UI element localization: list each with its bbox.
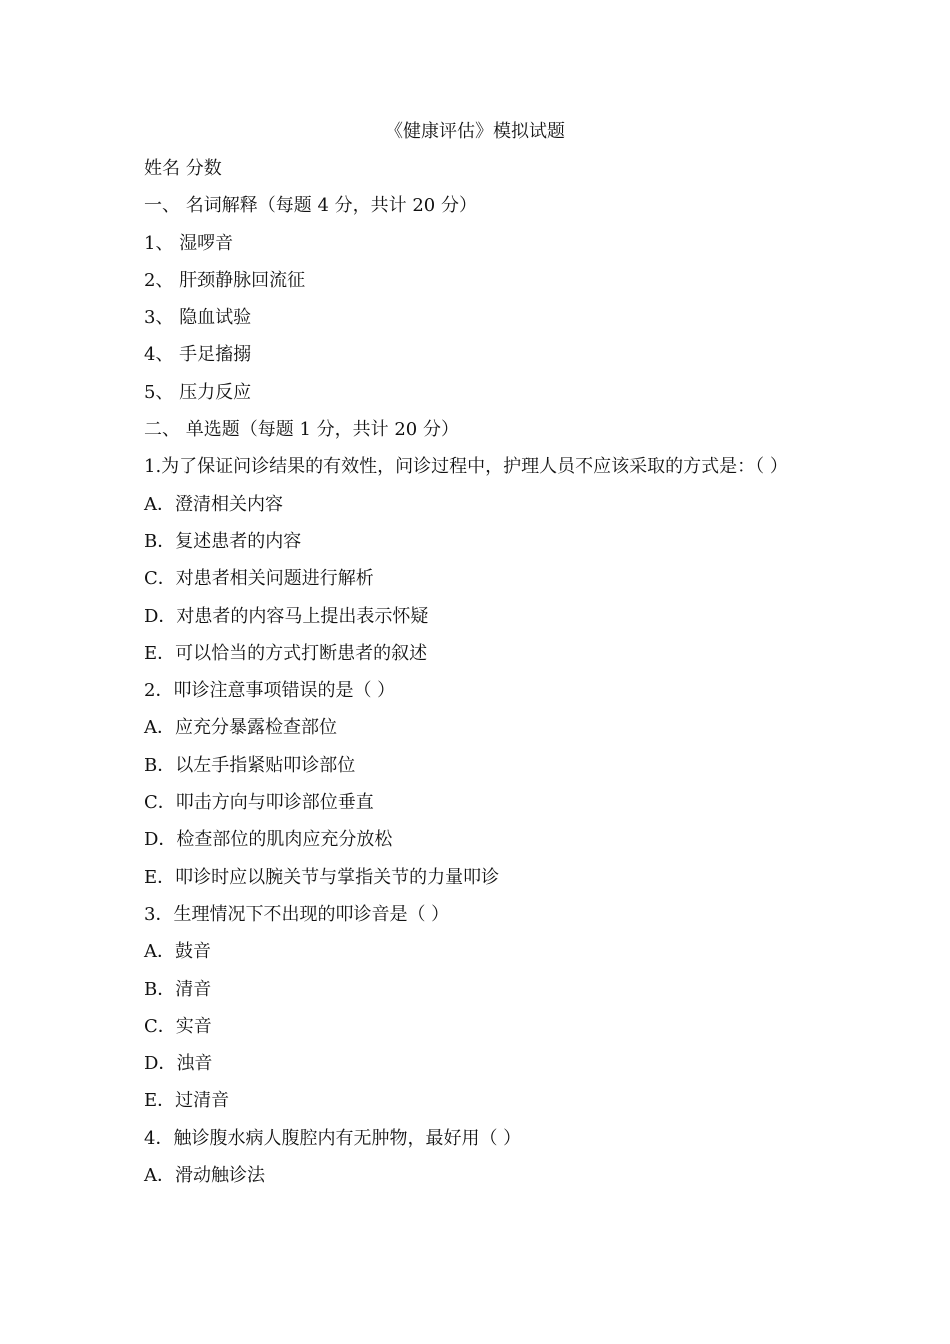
text-line: 5、 压力反应 — [144, 381, 252, 403]
text-line: 1.为了保证问诊结果的有效性，问诊过程中，护理人员不应该采取的方式是：（ ） — [144, 456, 788, 478]
text-line: A．鼓音 — [144, 941, 211, 963]
text-line: 二、 单选题（每题 1 分，共计 20 分） — [144, 419, 459, 441]
text-line: C．实音 — [144, 1015, 212, 1037]
text-line: 姓名 分数 — [144, 158, 222, 179]
document-body — [144, 156, 844, 1200]
text-line: 2、 肝颈静脉回流征 — [144, 269, 306, 291]
text-line: D．浊音 — [144, 1053, 213, 1075]
text-line: E．过清音 — [144, 1090, 230, 1112]
text-line: C．对患者相关问题进行解析 — [144, 568, 374, 590]
text-line: D．对患者的内容马上提出表示怀疑 — [144, 605, 429, 627]
text-line: 1、 湿啰音 — [144, 232, 234, 254]
text-line: 2．叩诊注意事项错误的是（ ） — [144, 680, 396, 702]
text-line: C．叩击方向与叩诊部位垂直 — [144, 792, 374, 814]
text-line: A．应充分暴露检查部位 — [144, 717, 337, 739]
text-line: 3、 隐血试验 — [144, 307, 252, 329]
document-title: 《健康评估》模拟试题 — [385, 121, 565, 142]
text-line: E．叩诊时应以腕关节与掌指关节的力量叩诊 — [144, 866, 500, 888]
text-line: 3．生理情况下不出现的叩诊音是（ ） — [144, 903, 450, 925]
text-line: B．复述患者的内容 — [144, 530, 302, 552]
text-line: E．可以恰当的方式打断患者的叙述 — [144, 642, 428, 664]
text-line: A．澄清相关内容 — [144, 493, 283, 515]
text-line: B．以左手指紧贴叩诊部位 — [144, 754, 356, 776]
text-line: B．清音 — [144, 978, 212, 1000]
text-line: 一、 名词解释（每题 4 分，共计 20 分） — [144, 195, 477, 217]
text-line: D．检查部位的肌肉应充分放松 — [144, 829, 393, 851]
text-line: 4、 手足搐搦 — [144, 344, 252, 366]
text-line: 4．触诊腹水病人腹腔内有无肿物，最好用（ ） — [144, 1127, 522, 1149]
text-line: A．滑动触诊法 — [144, 1165, 265, 1187]
